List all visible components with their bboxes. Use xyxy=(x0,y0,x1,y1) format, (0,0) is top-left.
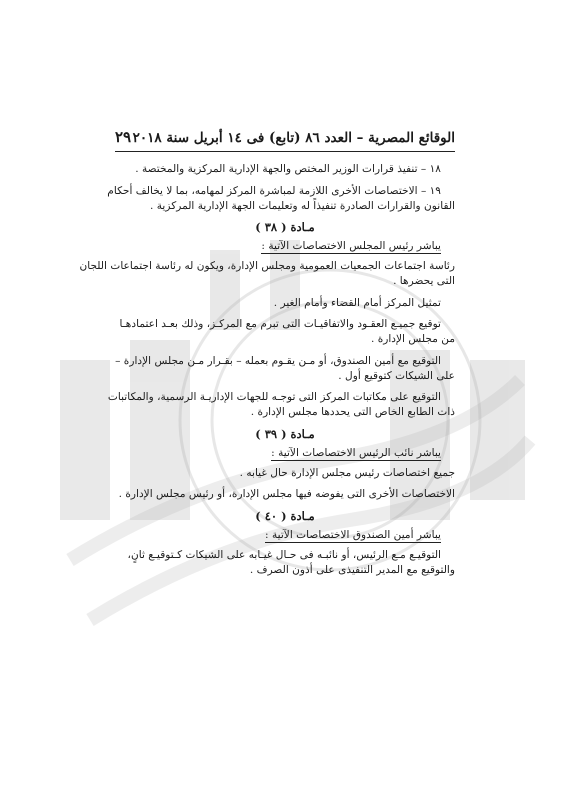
article-38-title: مـادة ( ٣٨ ) xyxy=(255,220,315,234)
article-38-p4-line-2: على الشيكات كتوقيع أول . xyxy=(338,369,455,382)
page-header xyxy=(115,128,455,152)
article-38-p4-line-1: التوقيع مع أمين الصندوق، أو مـن يقـوم بعمله – بقـرار مـن مجلس الإدارة – xyxy=(115,354,441,367)
article-39-p2: الاختصاصات الأخرى التى يفوضه فيها مجلس الإدارة، أو رئيس مجلس الإدارة . xyxy=(118,488,455,500)
article-39-p1: جميع اختصاصات رئيس مجلس الإدارة حال غيابه . xyxy=(239,466,455,479)
article-38-p3-line-2: من مجلس الإدارة . xyxy=(370,333,455,345)
item-18: ١٨ – تنفيذ قرارات الوزير المختص والجهة الإدارية المركزية والمختصة . xyxy=(135,163,441,175)
item-19-line-1: ١٩ – الاختصاصات الأخرى اللازمة لمباشرة المركز لمهامه، بما لا يخالف أحكام xyxy=(107,184,441,197)
article-38-p3-line-1: توقيع جميـع العقـود والاتفاقيـات التى تبرم مع المركـز، وذلك بعـد اعتمادهـا xyxy=(119,318,441,330)
item-19-line-2: القانون والقرارات الصادرة تنفيذاً له وتعليمات الجهة الإدارية المركزية . xyxy=(149,199,455,212)
article-40-subtitle: يباشر أمين الصندوق الاختصاصات الآتية : xyxy=(265,528,441,541)
article-38-p1-line-2: التى يحضرها . xyxy=(393,275,455,287)
gazette-page xyxy=(79,128,455,584)
article-40-p1-line-2: والتوقيع مع المدير التنفيذى على أذون الصرف . xyxy=(249,563,455,576)
article-38-p5-line-1: التوقيع على مكاتبات المركز التى توجـه للجهات الإداريـة الرسمية، والمكاتبات xyxy=(107,391,441,403)
article-40-p1-line-1: التوقيـع مـع الرئيس، أو نائبـه فى حـال غيـابه على الشيكات كـتوقيـع ثانٍ، xyxy=(127,548,441,561)
article-38-p5-line-2: ذات الطابع الخاص التى يحددها مجلس الإدارة . xyxy=(250,406,455,418)
article-38-p1-line-1: رئاسة اجتماعات الجمعيات العمومية ومجلس الإدارة، ويكون له رئاسة اجتماعات اللجان xyxy=(79,260,455,272)
article-39-title: مـادة ( ٣٩ ) xyxy=(255,426,315,441)
article-38-subtitle: يباشر رئيس المجلس الاختصاصات الآتية : xyxy=(261,240,441,252)
header-title: الوقائع المصرية – العدد ٨٦ (تابع) فى ١٤ أبريل سنة ٢٠١٨ xyxy=(132,130,455,146)
page-number: ٢٩ xyxy=(115,128,132,146)
article-40-title: مـادة ( ٤٠ ) xyxy=(255,508,315,523)
article-38-p2: تمثيل المركز أمام القضاء وأمام الغير . xyxy=(273,296,441,309)
article-39-subtitle: يباشر نائب الرئيس الاختصاصات الآتية : xyxy=(271,446,441,459)
